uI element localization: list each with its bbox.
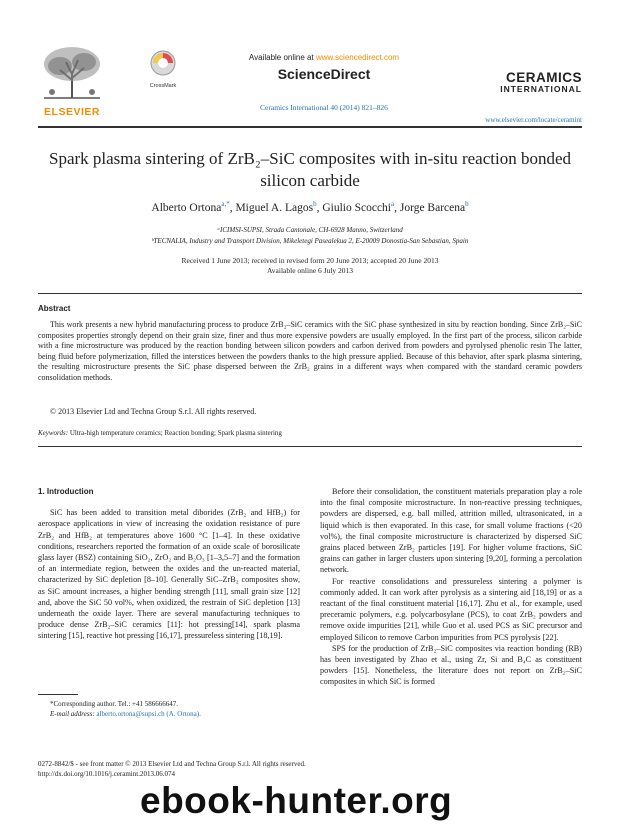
header-divider — [38, 126, 582, 128]
author-affiliation-mark[interactable]: a,* — [221, 200, 230, 208]
abstract-bottom-divider — [38, 446, 582, 447]
article-title — [38, 148, 582, 192]
abstract-copyright: © 2013 Elsevier Ltd and Techna Group S.r.l. All rights reserved. — [50, 407, 257, 416]
title-line-1: Spark plasma sintering of ZrB₂–SiC composites with in-situ reaction bonded — [49, 149, 571, 168]
body-paragraph: Before their consolidation, the constituent materials preparation play a role into the final composite microstructure. In non-reactive pressing techniques, powders are dispersed, e.g. ball milled, attrition milled, ultrasonicated, in a liquid which is then evaporated. In this case, for small volume fractions (<20 vol%), the final composite microstructure is characterized by dispersed SiC grains placed between ZrB₂ particles [19]. For higher volume fractions, SiC grains can gather in larger clusters upon sintering [9,20], forming a percolation network. — [320, 487, 582, 575]
footnote-divider — [38, 694, 78, 695]
available-online — [204, 53, 444, 62]
issn-line: 0272-8842/$ - see front matter © 2013 Elsevier Ltd and Techna Group S.r.l. All rights reserved. — [38, 760, 306, 768]
email-label: E-mail address: — [50, 710, 95, 718]
keywords-list: Ultra-high temperature ceramics; Reaction bonding; Spark plasma sintering — [69, 429, 282, 437]
body-paragraph: SPS for the production of ZrB₂–SiC composites via reaction bonding (RB) has been investigated by Zhao et al., using Zr, Si and B₄C as constituent powders [15]. Nonetheless, the literature does not report on ZrB₂–SiC composites in which SiC is formed — [320, 643, 582, 687]
crossmark-icon — [150, 50, 176, 76]
affiliation-a: ᵃICIMSI-SUPSI, Strada Cantonale, CH-6928 Manno, Switzerland — [217, 226, 403, 234]
journal-logo — [472, 70, 582, 94]
right-column — [320, 486, 582, 688]
body-paragraph: SiC has been added to transition metal diborides (ZrB₂ and HfB₂) for aerospace applications in view of increasing the oxidation resistance of pure ZrB₂ and HfB₂ at temperatures above 1600 °C [1–4]. In these oxidative conditions, researchers reported the formation of an oxide scale of borosilicate glass layer (BSZ) containing SiO₂, ZrO₂ and B₂O₃ [1–3,5–7] and the formation of an intermediate region, between the oxides and the un-reacted material, characterized by SiC depletion [8–10]. Generally SiC–ZrB₂ composites show, as SiC amount increases, a higher bending strength [11], small grain size [12] and, above the SiC 50 vol%, when oxidized, the restrain of SiC depletion [13] underneath the oxide layer. There are several manufacturing techniques to produce dense ZrB₂–SiC ceramics [11]: hot pressing[14], spark plasma sintering [15], reactive hot pressing [16,17], pressureless sintering [18,19]. — [38, 508, 300, 641]
author-affiliation-mark[interactable]: a — [391, 200, 395, 208]
author-affiliation-mark[interactable]: b — [313, 200, 317, 208]
title-line-2: silicon carbide — [260, 171, 360, 190]
journal-logo-line1: CERAMICS — [505, 70, 582, 85]
author-name: Jorge Barcena — [399, 201, 466, 214]
available-prefix: Available online at — [248, 53, 316, 62]
author-list: Alberto Ortona$^{a,*}$, Miguel A. Lagos$^b$, Giulio Scocchi$^a$, Jorge Barcena$^b$ — [151, 200, 469, 214]
issn-block — [38, 760, 582, 779]
publisher-name: ELSEVIER — [44, 106, 100, 118]
author-affiliation-mark[interactable]: b — [465, 200, 469, 208]
journal-citation[interactable]: Ceramics International 40 (2014) 821–826 — [260, 103, 388, 112]
crossmark-label: CrossMark — [149, 83, 177, 89]
elsevier-logo — [38, 44, 106, 118]
affiliation-b: ᵇTECNALIA, Industry and Transport Division, Mikeletegi Pasealekua 2, E-20009 Donostia-San Sebastian, Spain — [151, 237, 469, 245]
author-name: Giulio Scocchi — [322, 201, 391, 214]
email-link[interactable]: alberto.ortona@supsi.ch (A. Ortona). — [96, 710, 201, 718]
author-name: Miguel A. Lagos — [235, 201, 314, 214]
journal-logo-line2: INTERNATIONAL — [500, 84, 582, 94]
left-column — [38, 486, 300, 642]
section-heading: 1. Introduction — [38, 487, 94, 496]
platform-name: ScienceDirect — [277, 66, 371, 82]
received-dates: Received 1 June 2013; received in revised form 20 June 2013; accepted 20 June 2013 — [181, 256, 439, 265]
crossmark-badge[interactable] — [146, 50, 180, 89]
doi-link[interactable]: http://dx.doi.org/10.1016/j.ceramint.2013.06.074 — [38, 769, 175, 778]
keywords — [38, 429, 282, 437]
footnote — [50, 699, 201, 719]
corresponding-author: *Corresponding author. Tel.: +41 586666647. — [50, 700, 178, 708]
sciencedirect-link[interactable]: www.sciencedirect.com — [315, 53, 400, 62]
elsevier-tree-icon — [38, 44, 106, 100]
keywords-label: Keywords: — [38, 429, 69, 437]
author-name: Alberto Ortona — [151, 201, 222, 214]
journal-url[interactable]: www.elsevier.com/locate/ceramint — [485, 116, 582, 124]
abstract-heading: Abstract — [38, 304, 71, 313]
abstract-top-divider — [38, 293, 582, 294]
watermark: ebook-hunter.org — [140, 780, 453, 821]
body-paragraph: For reactive consolidations and pressureless sintering a polymer is commonly added. It can work after pyrolysis as a sintering aid [18,19] or as a reactant of the final constituent material [16,17]. Zhu et al., for example, used preceramic polymers, e.g. polycarbosylane (PCS), to coat ZrB₂ powders and remove oxide impurities [21], while Guo et al. used PCS as SiC precursor and employed Silicon to remove Carbon impurities from PCS pyrolysis [22]. — [320, 576, 582, 642]
available-online-date: Available online 6 July 2013 — [266, 266, 354, 275]
abstract-text: This work presents a new hybrid manufacturing process to produce ZrB₂–SiC ceramics with the SiC phase synthesized in situ by reaction bonding. Since ZrB₂–SiC composites properties strongly depend on their grain size, finer and thus more expensive powders are usually employed. In the first part of the process, silicon carbide with a fine microstructure was produced by the reaction bonding between silicon powders and carbon derived from powders and pyrolysed phenolic resin The latter, being fluid before polymerization, filled the interstices between the powders thanks to the high pressure applied. Because of this behavior, after spark plasma sintering, the resulting microstructure presents the SiC phase dispersed between the ZrB₂ grains in a different ways when compared with the standard ceramic powders consolidation methods. — [38, 320, 582, 382]
